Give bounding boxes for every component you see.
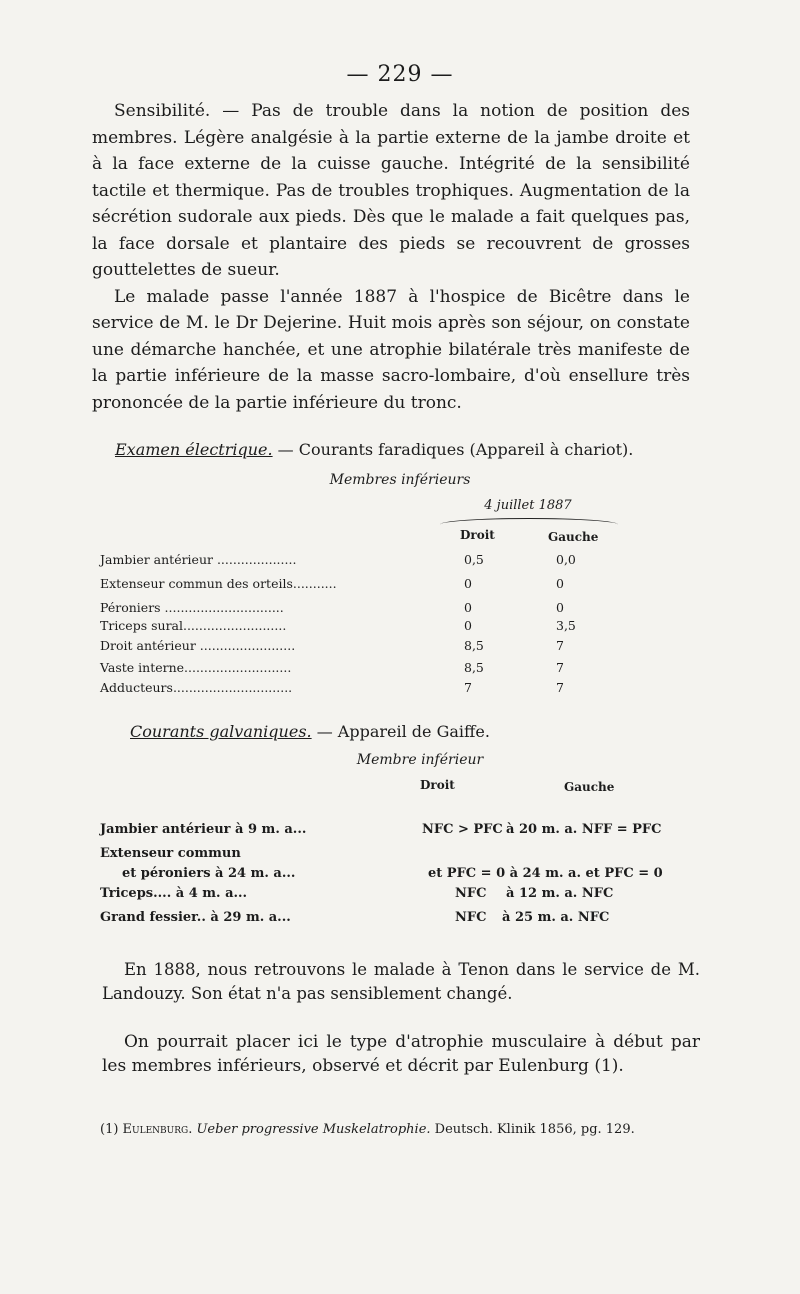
body-paragraphs [92, 98, 690, 416]
table-row [100, 552, 620, 572]
value-droit: 8,5 [464, 638, 484, 653]
table-row [100, 600, 620, 620]
row-label: et péroniers à 24 m. a... [122, 866, 296, 881]
value-gauche: 0 [556, 600, 564, 615]
row-label: Jambier antérieur .................... [100, 552, 297, 567]
value-droit: 7 [464, 680, 472, 695]
paragraph-tenon-block [102, 958, 700, 1006]
row-label: Péroniers .............................. [100, 600, 284, 615]
footnote-marker: (1) [100, 1122, 123, 1137]
value-droit: 0 [464, 576, 472, 591]
table-row [100, 638, 620, 658]
row-label: Extenseur commun [100, 846, 241, 861]
value-gauche: à 12 m. a. NFC [506, 886, 614, 901]
value-droit: 0,5 [464, 552, 484, 567]
paragraph-sensibilite: Sensibilité. — Pas de trouble dans la notion de position des membres. Légère analgésie à la partie externe de la jambe droite et à la face externe de la cuisse gauche. Intégrité de la sensibilité tactile et thermique. Pas de troubles trophiques. Augmentation de la sécrétion sudorale aux pieds. Dès que le malade a fait quelques pas, la face dorsale et plantaire des pieds se recouvrent de grosses gouttelettes de sueur. [92, 101, 690, 280]
date-label: 4 juillet 1887 [484, 498, 572, 513]
value-droit: 0 [464, 600, 472, 615]
exam-heading-title: Examen électrique. [115, 440, 273, 459]
table-row [100, 576, 620, 596]
footnote-title: Ueber progressive Muskelatrophie. [192, 1122, 431, 1137]
value-gauche: 3,5 [556, 618, 576, 633]
value-gauche: 0,0 [556, 552, 576, 567]
row-label: Vaste interne........................... [100, 660, 292, 675]
value-droit: 8,5 [464, 660, 484, 675]
value-droit: NFC [455, 910, 487, 925]
row-label: Adducteurs.............................. [100, 680, 293, 695]
galvanic-heading-title: Courants galvaniques. [130, 722, 312, 741]
col-gauche-header: Gauche [548, 530, 599, 544]
page-number: — 229 — [346, 62, 454, 87]
paragraph-tenon: En 1888, nous retrouvons le malade à Tenon dans le service de M. Landouzy. Son état n'a pas sensiblement changé. [102, 960, 700, 1003]
galvanic-heading [130, 722, 490, 741]
row-label: Jambier antérieur à 9 m. a... [100, 822, 307, 837]
value-gauche: à 25 m. a. NFC [502, 910, 610, 925]
table-row [100, 618, 620, 638]
footnote-author: Eulenburg. [122, 1122, 193, 1137]
galv-col-droit-header: Droit [420, 778, 455, 792]
footnote-rest: Deutsch. Klinik 1856, pg. 129. [430, 1122, 635, 1137]
col-droit-header: Droit [460, 528, 495, 542]
value-droit: 0 [464, 618, 472, 633]
row-label: Extenseur commun des orteils........... [100, 576, 337, 591]
table-row [100, 680, 620, 700]
exam-heading [115, 440, 633, 459]
value-gauche: 7 [556, 638, 564, 653]
galv-col-gauche-header: Gauche [564, 780, 615, 794]
exam-heading-rest: — Courants faradiques (Appareil à chariot). [272, 440, 634, 459]
membres-inferieurs-label: Membres inférieurs [329, 472, 471, 488]
row-label: Triceps sural.......................... [100, 618, 287, 633]
footnote [100, 1120, 700, 1140]
row-label: Triceps.... à 4 m. a... [100, 886, 248, 901]
galvanic-heading-rest: — Appareil de Gaiffe. [311, 722, 490, 741]
paragraph-eulenburg: On pourrait placer ici le type d'atrophie musculaire à début par les membres inférieurs, observé et décrit par Eulenburg (1). [102, 1032, 700, 1076]
membre-inferieur-label: Membre inférieur [356, 752, 484, 768]
value-droit: et PFC = 0 à 24 m. a. et PFC = 0 [428, 866, 663, 881]
paragraph-eulenburg-block [102, 1030, 700, 1078]
value-gauche: 0 [556, 576, 564, 591]
row-label: Droit antérieur ........................ [100, 638, 296, 653]
value-gauche: à 20 m. a. NFF = PFC [506, 822, 662, 837]
table-row [100, 660, 620, 680]
value-gauche: 7 [556, 660, 564, 675]
value-gauche: 7 [556, 680, 564, 695]
row-label: Grand fessier.. à 29 m. a... [100, 910, 291, 925]
value-droit: NFC > PFC [422, 822, 503, 837]
paragraph-bicetre: Le malade passe l'année 1887 à l'hospice de Bicêtre dans le service de M. le Dr Dejerine. Huit mois après son séjour, on constate une démarche hanchée, et une atrophie bilatérale très manifeste de la partie inférieure de la masse sacro-lombaire, d'où ensellure très prononcée de la partie inférieure du tronc. [92, 286, 690, 413]
value-droit: NFC [455, 886, 487, 901]
